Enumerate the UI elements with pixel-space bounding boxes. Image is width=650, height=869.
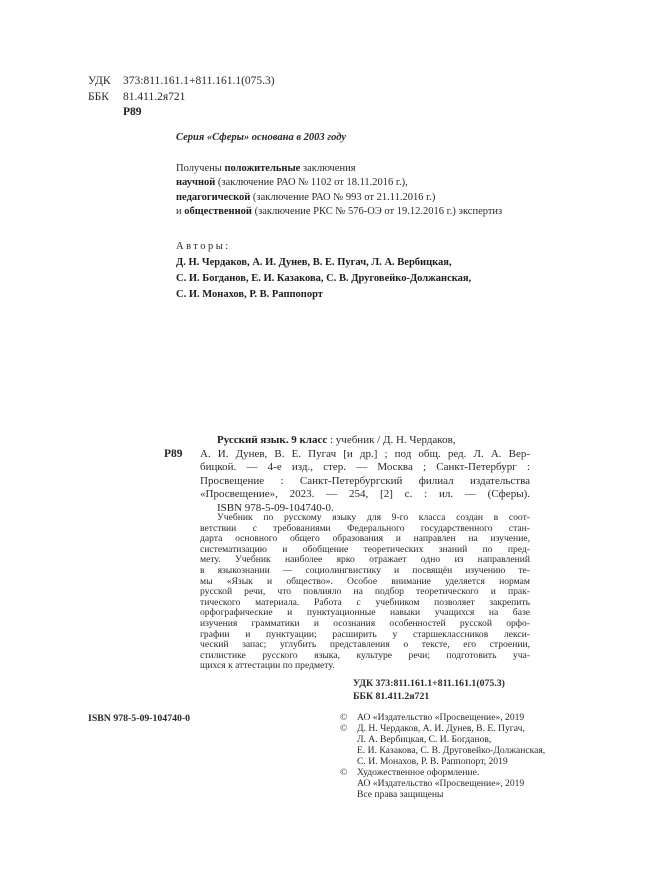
biblio-line: Просвещение : Санкт-Петербургский филиал издательства bbox=[200, 474, 530, 487]
copyright-block bbox=[340, 712, 545, 800]
copyright-text: АО «Издательство «Просвещение», 2019 bbox=[357, 778, 525, 789]
abstract-line: ветствии с требованиями Федерального государственного стан- bbox=[200, 522, 530, 534]
copyright-symbol-icon: © bbox=[340, 767, 348, 778]
copyright-line bbox=[340, 734, 545, 745]
abstract-line: стилистике русского языка, культуре речи; подготовить уча- bbox=[200, 649, 530, 661]
copyright-symbol-icon: © bbox=[340, 712, 348, 723]
text: общественной bbox=[184, 205, 252, 217]
udk-code: УДК 373:811.161.1+811.161.1(075.3) bbox=[353, 678, 505, 689]
abstract-line: в языкознании — социолингвистику и посвящён изучению те- bbox=[200, 564, 530, 576]
biblio-mark: Р89 bbox=[164, 448, 183, 460]
authors-line: С. И. Монахов, Р. В. Раппопорт bbox=[176, 289, 323, 300]
udk-label: УДК bbox=[88, 75, 111, 87]
bbk-label: ББК bbox=[88, 90, 109, 103]
bbk-code: 81.411.2я721 bbox=[123, 90, 186, 103]
text: (заключение РАО № 1102 от 18.11.2016 г.), bbox=[215, 177, 408, 189]
copyright-text: Л. А. Вербицкая, С. И. Богданов, bbox=[357, 734, 492, 745]
copyright-text: Все права защищены bbox=[357, 789, 444, 800]
series-note: Серия «Сферы» основана в 2003 году bbox=[176, 132, 346, 143]
book-title: Русский язык. 9 класс bbox=[217, 434, 328, 446]
author-mark: Р89 bbox=[123, 106, 142, 118]
abstract-line: графии и пунктуации; расширить у старшеклассников лекси- bbox=[200, 628, 530, 640]
text: научной bbox=[176, 177, 216, 189]
text: и bbox=[176, 205, 185, 217]
text: Получены bbox=[176, 163, 225, 174]
copyright-text: АО «Издательство «Просвещение», 2019 bbox=[357, 712, 525, 723]
text: (заключение РАО № 993 от 21.11.2016 г.) bbox=[250, 191, 436, 203]
copyright-text: Е. И. Казакова, С. В. Друговейко-Должанская, bbox=[357, 745, 546, 756]
abstract-line: систематизацию и обобщение теоретических знаний по пред- bbox=[200, 543, 530, 555]
abstract-line: мету. Учебник наиболее ярко отражает одно из направлений bbox=[200, 554, 530, 566]
isbn: ISBN 978-5-09-104740-0 bbox=[88, 713, 191, 724]
copyright-text: С. И. Монахов, Р. В. Раппопорт, 2019 bbox=[357, 756, 508, 767]
text: : учебник / Д. Н. Чердаков, bbox=[327, 434, 456, 446]
copyright-text: Д. Н. Чердаков, А. И. Дунев, В. Е. Пугач, bbox=[357, 723, 525, 734]
abstract-line: дарта основного общего образования и направлен на изучение, bbox=[200, 533, 530, 545]
bibliographic-record bbox=[200, 434, 530, 516]
text: (заключение РКС № 576-ОЭ от 19.12.2016 г.) экспертиз bbox=[251, 205, 503, 217]
biblio-line: А. И. Дунев, В. Е. Пугач [и др.] ; под общ. ред. Л. А. Вер- bbox=[200, 447, 530, 460]
copyright-text: Художественное оформление. bbox=[357, 767, 480, 778]
biblio-line: «Просвещение», 2023. — 254, [2] с. : ил. — (Сферы). bbox=[200, 488, 530, 501]
authors-line: С. И. Богданов, Е. И. Казакова, С. В. Друговейко-Должанская, bbox=[176, 273, 472, 284]
copyright-line bbox=[340, 789, 545, 800]
authors-label: Авторы: bbox=[176, 241, 231, 252]
bbk-code: ББК 81.411.2я721 bbox=[353, 690, 430, 702]
copyright-line bbox=[340, 745, 545, 756]
abstract-line: ческий запас; углубить представления о тексте, его строении, bbox=[200, 639, 530, 651]
biblio-line: бицкой. — 4-е изд., стер. — Москва ; Санкт-Петербург : bbox=[200, 461, 530, 474]
abstract-line: орфографические и пунктуационные навыки учащихся на базе bbox=[200, 607, 530, 619]
copyright-symbol-icon: © bbox=[340, 723, 348, 734]
udk-code: 373:811.161.1+811.161.1(075.3) bbox=[123, 75, 275, 87]
abstract-line: Учебник по русскому языку для 9-го класса создан в соот- bbox=[217, 512, 530, 523]
text: положительные bbox=[224, 163, 301, 174]
classification-codes bbox=[88, 74, 275, 121]
classification-codes-bottom bbox=[353, 678, 505, 703]
biblio-isbn: ISBN 978-5-09-104740-0. bbox=[217, 501, 334, 514]
abstract-line: русской речи, что повлияло на подбор теоретического и прак- bbox=[200, 586, 530, 598]
copyright-line bbox=[340, 756, 545, 767]
authors bbox=[176, 239, 471, 303]
copyright-line bbox=[340, 723, 545, 734]
abstract-line: щихся к аттестации по предмету. bbox=[200, 660, 335, 672]
abstract-line: мы «Язык и общество». Особое внимание уделяется нормам bbox=[200, 575, 530, 587]
abstract bbox=[200, 513, 530, 672]
abstract-line: тического материала. Работа с учебником позволяет закрепить bbox=[200, 596, 530, 608]
copyright-line bbox=[340, 767, 545, 778]
abstract-line: изучения грамматики и осознания особенностей русской орфо- bbox=[200, 617, 530, 629]
authors-line: Д. Н. Чердаков, А. И. Дунев, В. Е. Пугач, Л. А. Вербицкая, bbox=[176, 257, 452, 268]
copyright-line bbox=[340, 712, 545, 723]
text: заключения bbox=[300, 163, 356, 174]
approvals bbox=[176, 162, 502, 219]
copyright-line bbox=[340, 778, 545, 789]
text: педагогической bbox=[176, 191, 251, 203]
